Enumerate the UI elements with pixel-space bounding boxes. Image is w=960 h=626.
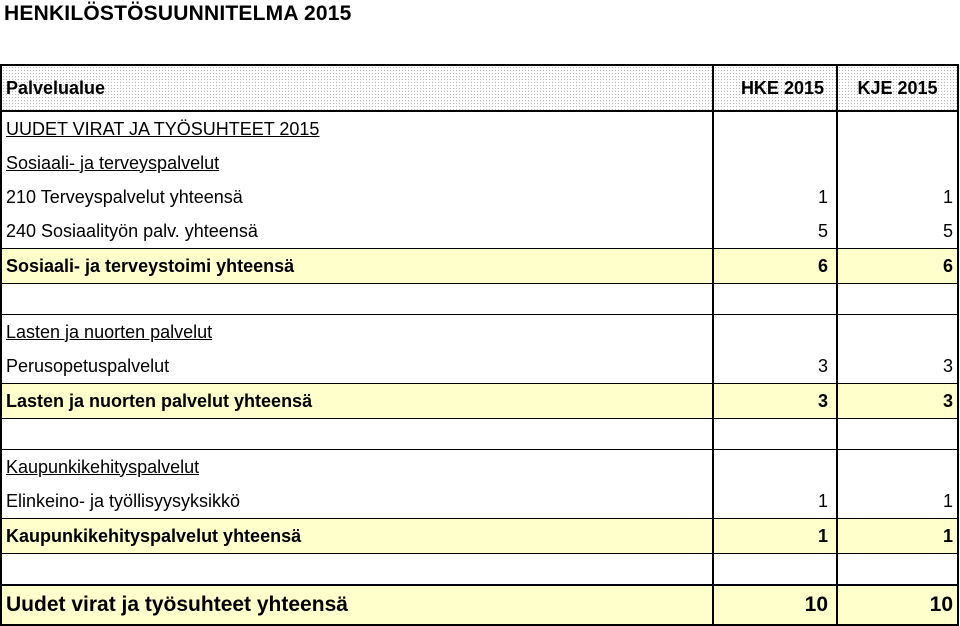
table-row (1, 484, 958, 519)
row-label: Kaupunkikehityspalvelut (1, 450, 713, 485)
header-hke: HKE 2015 (713, 65, 837, 111)
section-heading-row (1, 146, 958, 180)
page-title: HENKILÖSTÖSUUNNITELMA 2015 (4, 2, 352, 25)
row-label: Sosiaali- ja terveystoimi yhteensä (1, 249, 713, 284)
row-label: Lasten ja nuorten palvelut (1, 315, 713, 350)
row-kje-value: 3 (837, 384, 958, 419)
row-kje-value: 6 (837, 249, 958, 284)
subtotal-row (1, 519, 958, 554)
row-label (1, 419, 713, 450)
row-kje-value: 1 (837, 484, 958, 519)
grand-total-row (1, 585, 958, 625)
row-kje-value (837, 315, 958, 350)
row-kje-value: 5 (837, 214, 958, 249)
section-heading-row (1, 111, 958, 146)
row-label: Sosiaali- ja terveyspalvelut (1, 146, 713, 180)
row-kje-value (837, 284, 958, 315)
row-kje-value (837, 554, 958, 586)
row-label: Uudet virat ja työsuhteet yhteensä (1, 585, 713, 625)
row-kje-value: 10 (837, 585, 958, 625)
row-hke-value: 3 (713, 384, 837, 419)
row-hke-value (713, 111, 837, 146)
row-hke-value: 6 (713, 249, 837, 284)
row-label: 210 Terveyspalvelut yhteensä (1, 180, 713, 214)
row-label: UUDET VIRAT JA TYÖSUHTEET 2015 (1, 111, 713, 146)
table-row (1, 180, 958, 214)
row-label: Kaupunkikehityspalvelut yhteensä (1, 519, 713, 554)
row-hke-value: 3 (713, 349, 837, 384)
row-hke-value (713, 554, 837, 586)
subtotal-row (1, 384, 958, 419)
row-label: Perusopetuspalvelut (1, 349, 713, 384)
row-hke-value: 1 (713, 484, 837, 519)
header-row (1, 65, 958, 111)
spacer-row (1, 284, 958, 315)
row-hke-value (713, 315, 837, 350)
row-hke-value (713, 284, 837, 315)
header-label: Palvelualue (1, 65, 713, 111)
row-hke-value: 1 (713, 180, 837, 214)
staffing-table (0, 64, 959, 626)
table-row (1, 349, 958, 384)
spacer-row (1, 554, 958, 586)
row-hke-value (713, 450, 837, 485)
header-kje: KJE 2015 (837, 65, 958, 111)
table-row (1, 214, 958, 249)
row-kje-value (837, 419, 958, 450)
row-hke-value: 5 (713, 214, 837, 249)
row-kje-value (837, 450, 958, 485)
row-label (1, 554, 713, 586)
row-kje-value: 3 (837, 349, 958, 384)
section-heading-row (1, 315, 958, 350)
row-hke-value (713, 146, 837, 180)
row-label (1, 284, 713, 315)
row-hke-value (713, 419, 837, 450)
row-kje-value (837, 146, 958, 180)
spacer-row (1, 419, 958, 450)
row-kje-value (837, 111, 958, 146)
row-label: Lasten ja nuorten palvelut yhteensä (1, 384, 713, 419)
row-hke-value: 1 (713, 519, 837, 554)
row-hke-value: 10 (713, 585, 837, 625)
section-heading-row (1, 450, 958, 485)
row-label: Elinkeino- ja työllisyysyksikkö (1, 484, 713, 519)
subtotal-row (1, 249, 958, 284)
row-label: 240 Sosiaalityön palv. yhteensä (1, 214, 713, 249)
row-kje-value: 1 (837, 519, 958, 554)
row-kje-value: 1 (837, 180, 958, 214)
